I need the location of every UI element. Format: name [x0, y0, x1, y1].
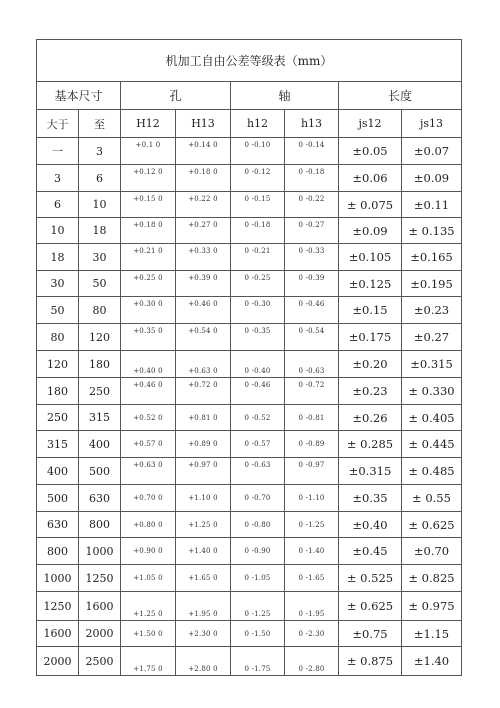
shaft-h12-tolerance: 0 -0.10	[231, 138, 285, 165]
length-js13-tolerance: ±0.11	[402, 192, 462, 218]
length-js12-tolerance: ±0.125	[339, 271, 402, 297]
hole-h12-tolerance: +0.1 0	[121, 138, 176, 165]
hole-h13-tolerance: +0.54 0	[176, 324, 231, 351]
length-js12-tolerance: ±0.35	[339, 485, 402, 512]
length-js12-tolerance: ± 0.625	[339, 592, 402, 621]
shaft-h13-tolerance: 0 -1.65	[285, 565, 339, 592]
table-row	[37, 192, 462, 218]
table-row	[37, 165, 462, 192]
hole-h13-tolerance: +0.72 0	[176, 378, 231, 405]
shaft-h12-tolerance: 0 -1.75	[231, 647, 285, 676]
length-js13-tolerance: ±0.27	[402, 324, 462, 351]
length-js13-tolerance: ±0.07	[402, 138, 462, 165]
size-from: 1000	[37, 565, 79, 592]
length-js12-tolerance: ±0.75	[339, 621, 402, 647]
length-js13-tolerance: ± 0.485	[402, 458, 462, 485]
table-row	[37, 218, 462, 244]
shaft-h12-tolerance: 0 -0.12	[231, 165, 285, 192]
hole-h12-tolerance: +0.46 0	[121, 378, 176, 405]
size-from: 18	[37, 244, 79, 271]
size-to: 6	[79, 165, 121, 192]
hole-h12-tolerance: +1.05 0	[121, 565, 176, 592]
header-over: 大于	[37, 110, 79, 138]
header-to: 至	[79, 110, 121, 138]
size-from: 250	[37, 405, 79, 431]
size-from: 400	[37, 458, 79, 485]
hole-h13-tolerance: +0.18 0	[176, 165, 231, 192]
hole-h12-tolerance: +0.52 0	[121, 405, 176, 431]
length-js13-tolerance: ± 0.825	[402, 565, 462, 592]
length-js12-tolerance: ±0.05	[339, 138, 402, 165]
shaft-h13-tolerance: 0 -1.10	[285, 485, 339, 512]
hole-h13-tolerance: +1.10 0	[176, 485, 231, 512]
shaft-h13-tolerance: 0 -1.40	[285, 538, 339, 565]
size-to: 1000	[79, 538, 121, 565]
hole-h13-tolerance: +0.89 0	[176, 431, 231, 458]
length-js13-tolerance: ±1.15	[402, 621, 462, 647]
header-hole: 孔	[121, 82, 231, 110]
length-js12-tolerance: ± 0.525	[339, 565, 402, 592]
shaft-h12-tolerance: 0 -0.80	[231, 512, 285, 538]
shaft-h12-tolerance: 0 -0.90	[231, 538, 285, 565]
shaft-h12-tolerance: 0 -0.46	[231, 378, 285, 405]
header-h13-hole: H13	[176, 110, 231, 138]
hole-h12-tolerance: +0.15 0	[121, 192, 176, 218]
size-to: 3	[79, 138, 121, 165]
length-js13-tolerance: ± 0.330	[402, 378, 462, 405]
shaft-h12-tolerance: 0 -1.25	[231, 592, 285, 621]
length-js13-tolerance: ±0.315	[402, 351, 462, 378]
size-from: 180	[37, 378, 79, 405]
hole-h13-tolerance: +2.80 0	[176, 647, 231, 676]
shaft-h13-tolerance: 0 -0.46	[285, 297, 339, 324]
header-h13-shaft: h13	[285, 110, 339, 138]
length-js12-tolerance: ±0.315	[339, 458, 402, 485]
shaft-h12-tolerance: 0 -0.35	[231, 324, 285, 351]
shaft-h12-tolerance: 0 -0.70	[231, 485, 285, 512]
table-row	[37, 324, 462, 351]
length-js13-tolerance: ± 0.55	[402, 485, 462, 512]
size-from: 一	[37, 138, 79, 165]
length-js13-tolerance: ±0.23	[402, 297, 462, 324]
length-js13-tolerance: ± 0.135	[402, 218, 462, 244]
shaft-h12-tolerance: 0 -0.63	[231, 458, 285, 485]
shaft-h13-tolerance: 0 -1.25	[285, 512, 339, 538]
size-from: 50	[37, 297, 79, 324]
hole-h13-tolerance: +0.97 0	[176, 458, 231, 485]
shaft-h13-tolerance: 0 -2.80	[285, 647, 339, 676]
hole-h13-tolerance: +0.33 0	[176, 244, 231, 271]
size-to: 500	[79, 458, 121, 485]
length-js13-tolerance: ±0.195	[402, 271, 462, 297]
size-to: 80	[79, 297, 121, 324]
shaft-h13-tolerance: 0 -0.63	[285, 351, 339, 378]
hole-h12-tolerance: +0.57 0	[121, 431, 176, 458]
table-row	[37, 431, 462, 458]
table-row	[37, 378, 462, 405]
shaft-h13-tolerance: 0 -0.97	[285, 458, 339, 485]
length-js13-tolerance: ±1.40	[402, 647, 462, 676]
header-basic-size: 基本尺寸	[37, 82, 121, 110]
size-to: 2500	[79, 647, 121, 676]
hole-h13-tolerance: +0.46 0	[176, 297, 231, 324]
hole-h12-tolerance: +0.40 0	[121, 351, 176, 378]
shaft-h13-tolerance: 0 -0.22	[285, 192, 339, 218]
length-js12-tolerance: ±0.23	[339, 378, 402, 405]
table-row	[37, 485, 462, 512]
table-row	[37, 621, 462, 647]
hole-h13-tolerance: +2.30 0	[176, 621, 231, 647]
size-from: 1250	[37, 592, 79, 621]
shaft-h12-tolerance: 0 -0.21	[231, 244, 285, 271]
shaft-h12-tolerance: 0 -0.52	[231, 405, 285, 431]
length-js12-tolerance: ±0.26	[339, 405, 402, 431]
shaft-h13-tolerance: 0 -0.81	[285, 405, 339, 431]
shaft-h13-tolerance: 0 -0.27	[285, 218, 339, 244]
length-js13-tolerance: ±0.09	[402, 165, 462, 192]
hole-h13-tolerance: +0.39 0	[176, 271, 231, 297]
hole-h12-tolerance: +0.21 0	[121, 244, 176, 271]
hole-h13-tolerance: +0.22 0	[176, 192, 231, 218]
table-row	[37, 458, 462, 485]
length-js12-tolerance: ± 0.075	[339, 192, 402, 218]
length-js13-tolerance: ±0.70	[402, 538, 462, 565]
length-js12-tolerance: ±0.105	[339, 244, 402, 271]
size-from: 500	[37, 485, 79, 512]
length-js12-tolerance: ±0.15	[339, 297, 402, 324]
length-js13-tolerance: ± 0.445	[402, 431, 462, 458]
table-row	[37, 538, 462, 565]
size-from: 120	[37, 351, 79, 378]
header-shaft: 轴	[231, 82, 339, 110]
length-js13-tolerance: ± 0.975	[402, 592, 462, 621]
shaft-h12-tolerance: 0 -0.15	[231, 192, 285, 218]
size-to: 10	[79, 192, 121, 218]
hole-h12-tolerance: +0.18 0	[121, 218, 176, 244]
hole-h13-tolerance: +0.27 0	[176, 218, 231, 244]
hole-h13-tolerance: +0.81 0	[176, 405, 231, 431]
table-row	[37, 271, 462, 297]
header-h12-shaft: h12	[231, 110, 285, 138]
hole-h12-tolerance: +1.50 0	[121, 621, 176, 647]
length-js12-tolerance: ± 0.875	[339, 647, 402, 676]
table-row	[37, 512, 462, 538]
table-row	[37, 565, 462, 592]
header-js12: js12	[339, 110, 402, 138]
shaft-h12-tolerance: 0 -0.57	[231, 431, 285, 458]
shaft-h12-tolerance: 0 -0.40	[231, 351, 285, 378]
hole-h12-tolerance: +0.12 0	[121, 165, 176, 192]
size-to: 250	[79, 378, 121, 405]
table-row	[37, 351, 462, 378]
shaft-h13-tolerance: 0 -2.30	[285, 621, 339, 647]
table-row	[37, 297, 462, 324]
size-from: 30	[37, 271, 79, 297]
size-to: 1250	[79, 565, 121, 592]
shaft-h12-tolerance: 0 -0.25	[231, 271, 285, 297]
header-length: 长度	[339, 82, 462, 110]
size-to: 400	[79, 431, 121, 458]
hole-h13-tolerance: +0.63 0	[176, 351, 231, 378]
table-row	[37, 592, 462, 621]
length-js13-tolerance: ± 0.625	[402, 512, 462, 538]
table-row	[37, 405, 462, 431]
length-js12-tolerance: ± 0.285	[339, 431, 402, 458]
shaft-h13-tolerance: 0 -0.72	[285, 378, 339, 405]
shaft-h12-tolerance: 0 -0.30	[231, 297, 285, 324]
shaft-h12-tolerance: 0 -1.50	[231, 621, 285, 647]
size-to: 120	[79, 324, 121, 351]
size-from: 3	[37, 165, 79, 192]
length-js13-tolerance: ± 0.405	[402, 405, 462, 431]
size-from: 6	[37, 192, 79, 218]
shaft-h13-tolerance: 0 -0.54	[285, 324, 339, 351]
size-from: 80	[37, 324, 79, 351]
size-to: 630	[79, 485, 121, 512]
size-from: 1600	[37, 621, 79, 647]
tolerance-table	[36, 39, 462, 676]
hole-h12-tolerance: +1.25 0	[121, 592, 176, 621]
table-title: 机加工自由公差等级表（mm）	[37, 40, 462, 82]
size-to: 50	[79, 271, 121, 297]
hole-h13-tolerance: +0.14 0	[176, 138, 231, 165]
hole-h12-tolerance: +0.70 0	[121, 485, 176, 512]
shaft-h13-tolerance: 0 -0.18	[285, 165, 339, 192]
length-js12-tolerance: ±0.09	[339, 218, 402, 244]
size-to: 180	[79, 351, 121, 378]
shaft-h13-tolerance: 0 -0.33	[285, 244, 339, 271]
hole-h12-tolerance: +0.35 0	[121, 324, 176, 351]
shaft-h13-tolerance: 0 -0.89	[285, 431, 339, 458]
table-row	[37, 244, 462, 271]
table-row	[37, 138, 462, 165]
hole-h12-tolerance: +0.90 0	[121, 538, 176, 565]
hole-h12-tolerance: +0.30 0	[121, 297, 176, 324]
header-h12-hole: H12	[121, 110, 176, 138]
length-js12-tolerance: ±0.175	[339, 324, 402, 351]
size-to: 30	[79, 244, 121, 271]
hole-h12-tolerance: +1.75 0	[121, 647, 176, 676]
size-from: 315	[37, 431, 79, 458]
hole-h13-tolerance: +1.25 0	[176, 512, 231, 538]
length-js13-tolerance: ±0.165	[402, 244, 462, 271]
size-from: 800	[37, 538, 79, 565]
size-from: 2000	[37, 647, 79, 676]
shaft-h13-tolerance: 0 -0.14	[285, 138, 339, 165]
length-js12-tolerance: ±0.06	[339, 165, 402, 192]
hole-h13-tolerance: +1.65 0	[176, 565, 231, 592]
hole-h13-tolerance: +1.40 0	[176, 538, 231, 565]
table-row	[37, 647, 462, 676]
size-to: 2000	[79, 621, 121, 647]
size-to: 315	[79, 405, 121, 431]
header-js13: js13	[402, 110, 462, 138]
hole-h12-tolerance: +0.80 0	[121, 512, 176, 538]
size-to: 800	[79, 512, 121, 538]
shaft-h12-tolerance: 0 -0.18	[231, 218, 285, 244]
shaft-h12-tolerance: 0 -1.05	[231, 565, 285, 592]
length-js12-tolerance: ±0.45	[339, 538, 402, 565]
size-from: 630	[37, 512, 79, 538]
hole-h12-tolerance: +0.25 0	[121, 271, 176, 297]
hole-h12-tolerance: +0.63 0	[121, 458, 176, 485]
size-from: 10	[37, 218, 79, 244]
size-to: 18	[79, 218, 121, 244]
length-js12-tolerance: ±0.20	[339, 351, 402, 378]
size-to: 1600	[79, 592, 121, 621]
shaft-h13-tolerance: 0 -1.95	[285, 592, 339, 621]
shaft-h13-tolerance: 0 -0.39	[285, 271, 339, 297]
length-js12-tolerance: ±0.40	[339, 512, 402, 538]
hole-h13-tolerance: +1.95 0	[176, 592, 231, 621]
